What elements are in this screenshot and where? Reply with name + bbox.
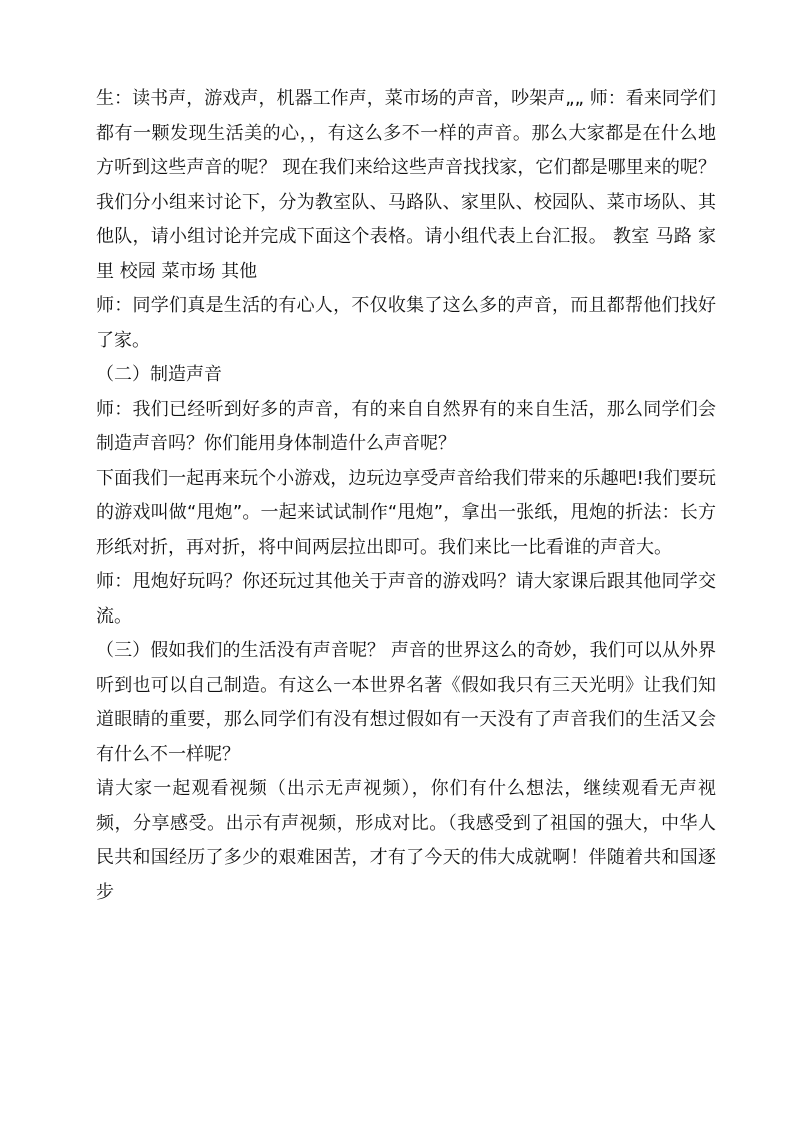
paragraph-student-answer: 生：读书声，游戏声，机器工作声，菜市场的声音，吵架声„„ 师：看来同学们都有一颗发现生活美的心，，有这么多不一样的声音。那么大家都是在什么地方听到这些声音的呢？ 现在我们来给这些声音找找家，它们都是哪里来的呢？我们分小组来讨论下，分为教室队、马路队、家里队、校园队、菜市场队、其他队，请小组讨论并完成下面这个表格。请小组代表上台汇报。 教室 马路 家里 校园 菜市场 其他 [96,88,716,282]
section-heading-make-sound: （二）制造声音 [96,364,222,385]
section-heading-no-sound: （三）假如我们的生活没有声音呢？ 声音的世界这么的奇妙，我们可以从外界听到也可以自己制造。有这么一本世界名著《假如我只有三天光明》让我们知道眼睛的重要，那么同学们有没有想过假如有一天没有了声音我们的生活又会有什么不一样呢？ [96,640,716,765]
paragraph-teacher-praise: 师：同学们真是生活的有心人，不仅收集了这么多的声音，而且都帮他们找好了家。 [96,295,716,351]
paragraph-teacher-question: 师：我们已经听到好多的声音，有的来自自然界有的来自生活，那么同学们会制造声音吗？你们能用身体制造什么声音呢？ [96,398,716,454]
document-body [96,82,716,910]
paragraph-game: 下面我们一起再来玩个小游戏，边玩边享受声音给我们带来的乐趣吧!我们要玩的游戏叫做“甩炮”。一起来试试制作“甩炮”，拿出一张纸，甩炮的折法：长方形纸对折，再对折，将中间两层拉出即可。我们来比一比看谁的声音大。 [96,467,716,558]
paragraph-video: 请大家一起观看视频（出示无声视频），你们有什么想法，继续观看无声视频，分享感受。出示有声视频，形成对比。（我感受到了祖国的强大，中华人民共和国经历了多少的艰难困苦，才有了今天的伟大成就啊！伴随着共和国逐步 [96,778,716,903]
paragraph-teacher-game-question: 师：甩炮好玩吗？你还玩过其他关于声音的游戏吗？请大家课后跟其他同学交流。 [96,571,716,627]
